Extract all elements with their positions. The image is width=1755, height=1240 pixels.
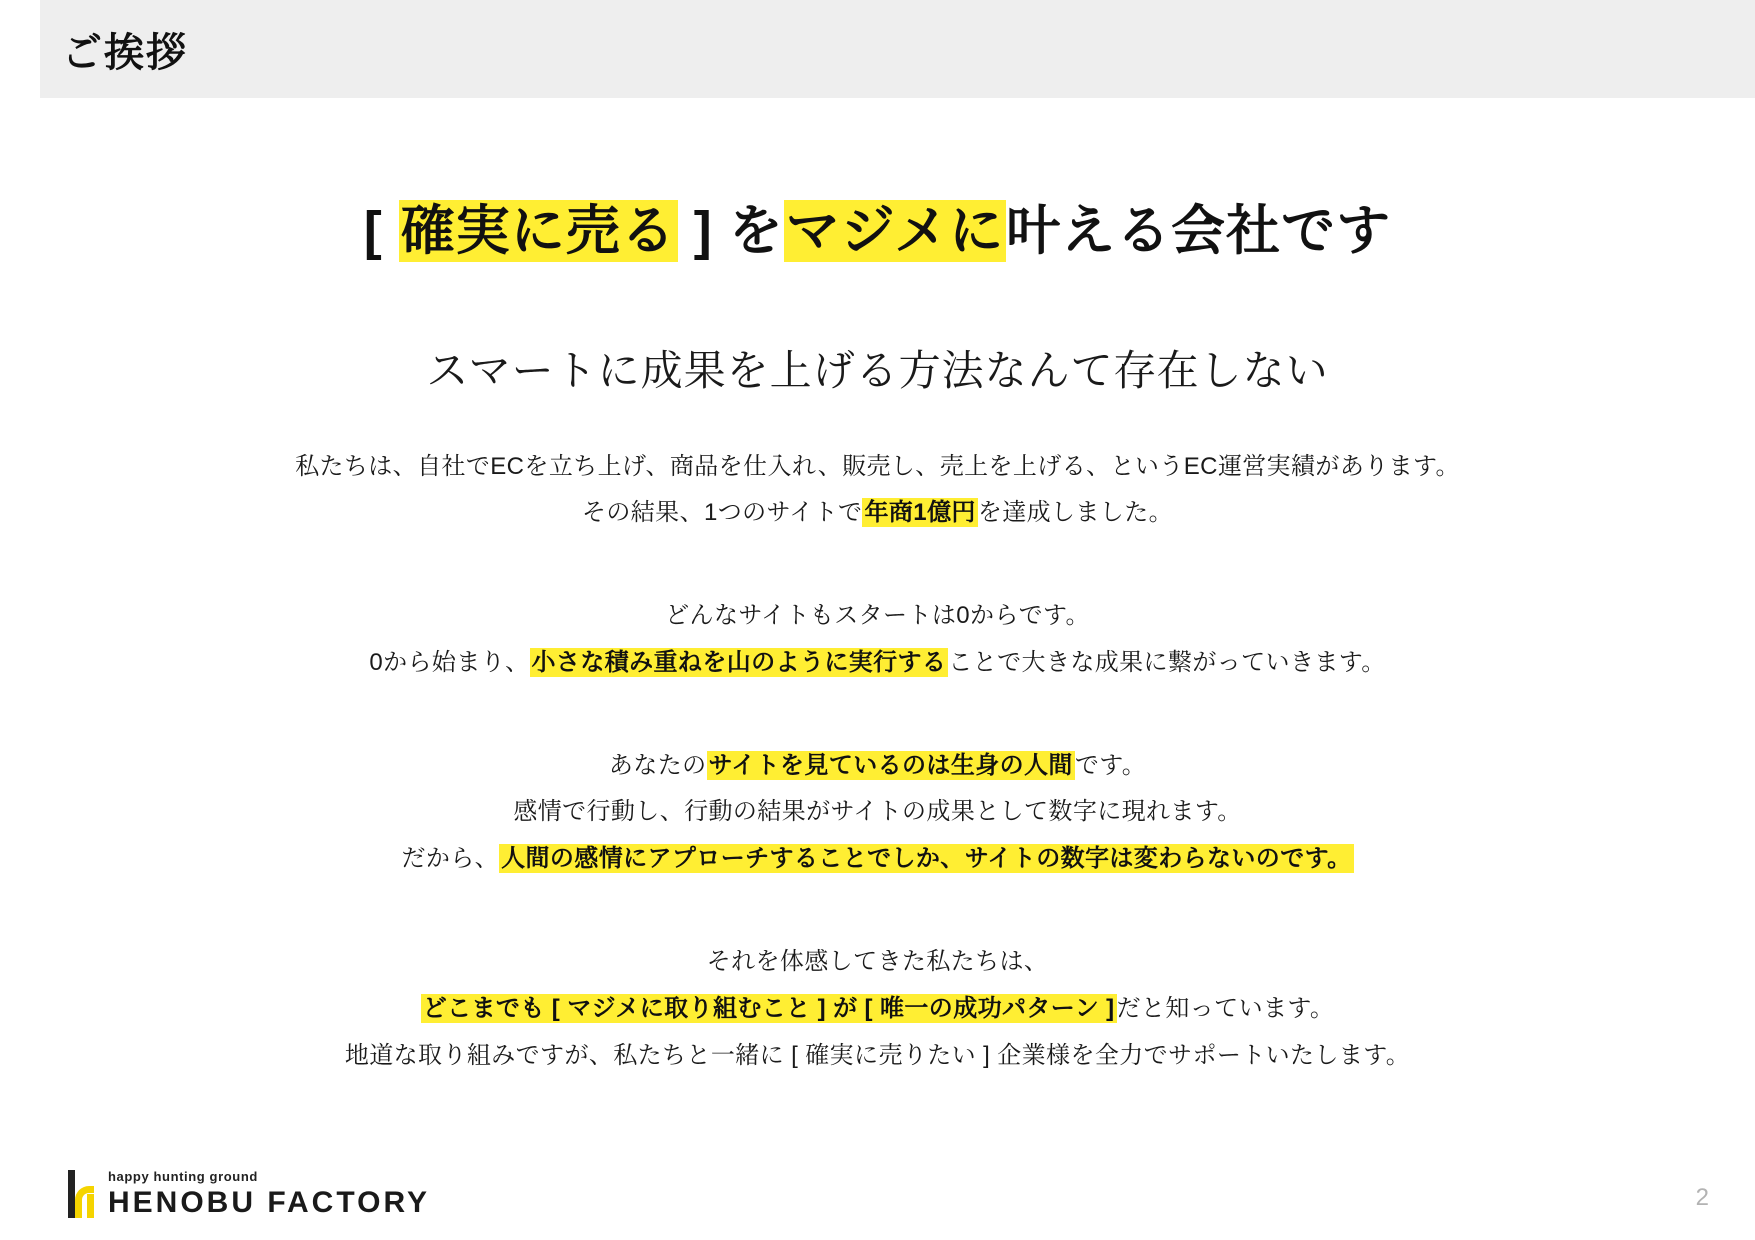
body-line: その結果、1つのサイトで年商1億円を達成しました。 (581, 499, 1174, 527)
body-highlight: サイトを見ているのは生身の人間 (708, 751, 1073, 779)
body-block-2 (0, 593, 1755, 687)
body-block-1 (0, 444, 1755, 538)
page-title: ご挨拶 (62, 30, 188, 75)
body-highlight: 小さな積み重ねを山のように実行する (531, 648, 947, 676)
body-highlight: 年商1億円 (864, 499, 976, 527)
body-line: 感情で行動し、行動の結果がサイトの成果として数字に現れます。 (513, 798, 1242, 826)
body-line: 地道な取り組みですが、私たちと一緒に [ 確実に売りたい ] 企業様を全力でサポートいたします。 (344, 1041, 1411, 1069)
headline-highlight-2: マジメに (785, 201, 1005, 261)
body-highlight: 人間の感情にアプローチすることでしか、サイトの数字は変わらないのです。 (501, 845, 1352, 873)
headline-post: 叶える会社です (1006, 201, 1392, 261)
body-line: それを体感してきた私たちは、 (706, 948, 1049, 976)
logo-name: HENOBU FACTORY (108, 1186, 431, 1219)
slide-header-band (40, 0, 1755, 98)
body-line: 私たちは、自社でECを立ち上げ、商品を仕入れ、販売し、売上を上げる、というEC運営実績があります。 (295, 452, 1460, 480)
headline (0, 198, 1755, 266)
logo-text (108, 1170, 430, 1218)
body-line: 0から始まり、小さな積み重ねを山のように実行することで大きな成果に繋がっていきます。 (369, 648, 1386, 676)
body-line: あなたのサイトを見ているのは生身の人間です。 (608, 751, 1147, 779)
body-block-4 (0, 939, 1755, 1079)
headline-pre: [ (363, 201, 399, 261)
henobu-h-icon (64, 1170, 98, 1218)
body-highlight: どこまでも [ マジメに取り組むこと ] が [ 唯一の成功パターン ] (422, 994, 1115, 1022)
brand-logo (64, 1170, 430, 1218)
headline-mid: ] を (677, 201, 784, 261)
slide-content (0, 98, 1755, 1138)
body-line: どこまでも [ マジメに取り組むこと ] が [ 唯一の成功パターン ]だと知っています。 (422, 994, 1335, 1022)
subheadline: スマートに成果を上げる方法なんて存在しない (426, 346, 1329, 394)
logo-tagline: happy hunting ground (108, 1169, 258, 1184)
headline-highlight-1: 確実に売る (400, 201, 676, 261)
body-block-3 (0, 743, 1755, 883)
body-line: どんなサイトもスタートは0からです。 (665, 602, 1090, 630)
page-number: 2 (1695, 1184, 1709, 1211)
body-line: だから、人間の感情にアプローチすることでしか、サイトの数字は変わらないのです。 (401, 845, 1352, 873)
